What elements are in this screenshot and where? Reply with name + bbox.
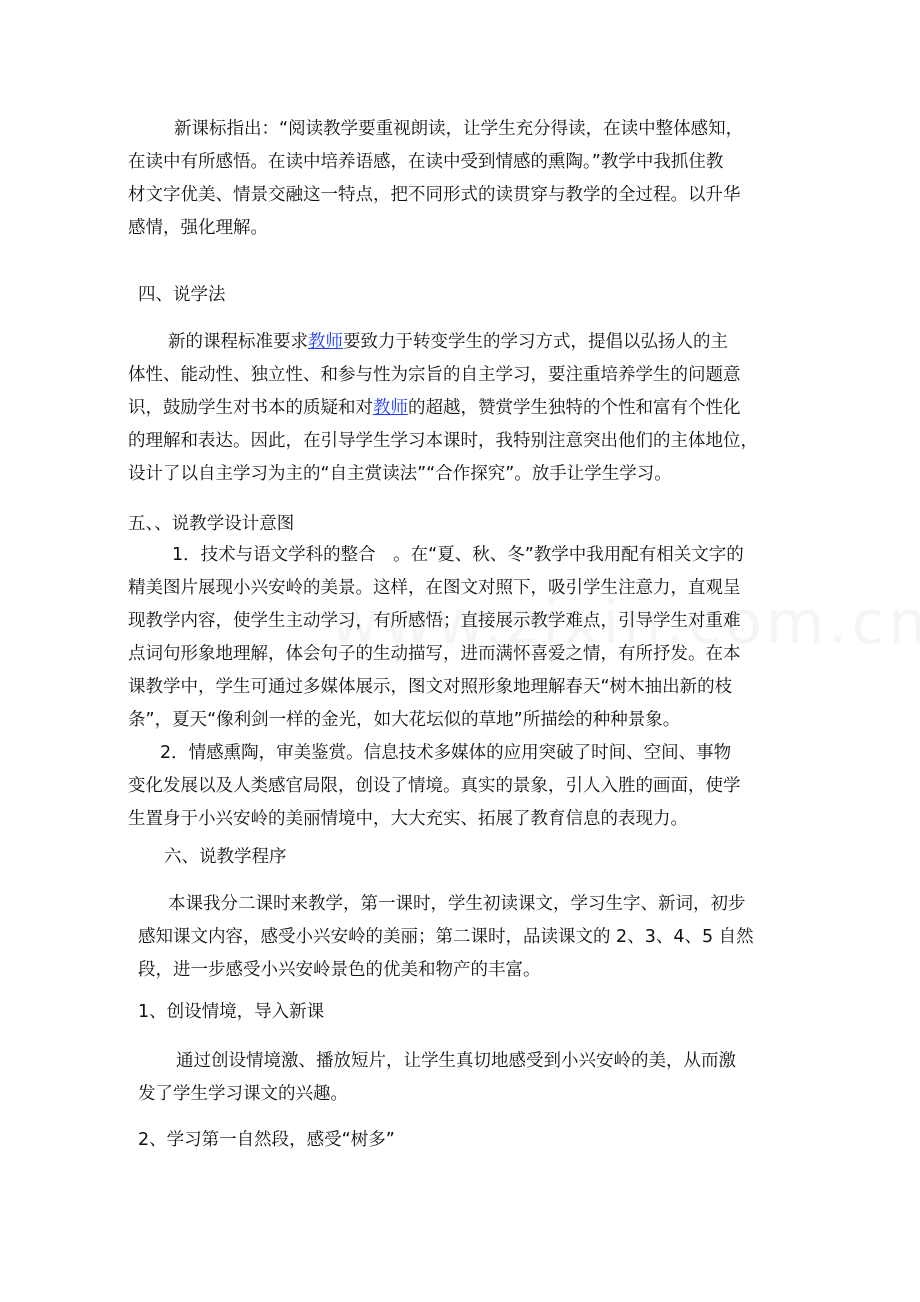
paragraph-lesson-plan <box>138 888 754 987</box>
paragraph-tech-integration <box>128 539 744 737</box>
paragraph-emotional-influence <box>128 737 741 836</box>
text-line: 本课我分二课时来教学，第一课时，学生初读课文，学习生字、新词，初步 <box>168 894 746 914</box>
text-fragment: 要致力于转变学生的学习方式，提倡以弘扬人的主 <box>343 332 728 352</box>
text-line: 新课标指出：“阅读教学要重视朗读，让学生充分得读，在读中整体感知， <box>174 119 744 139</box>
section-heading-design-intent <box>128 508 294 541</box>
heading-text: 1、创设情境，导入新课 <box>138 1002 325 1022</box>
text-line: 的理解和表达。因此，在引导学生学习本课时，我特别注意突出他们的主体地位， <box>128 431 758 451</box>
heading-text: 四、说学法 <box>138 285 226 305</box>
heading-text: 六、说教学程序 <box>164 847 287 867</box>
text-line: 感情，强化理解。 <box>128 218 268 238</box>
text-line <box>128 392 758 425</box>
subheading-create-scenario <box>138 996 324 1029</box>
text-line: 2．情感熏陶，审美鉴赏。信息技术多媒体的应用突破了时间、空间、事物 <box>160 743 732 763</box>
text-line: 现教学内容，使学生主动学习，有所感悟；直接展示教学难点，引导学生对重难 <box>128 611 741 631</box>
paragraph-scenario-detail <box>138 1045 736 1111</box>
teacher-link[interactable]: 教师 <box>373 398 408 418</box>
text-line: 通过创设情境激、播放短片，让学生真切地感受到小兴安岭的美，从而激 <box>176 1051 736 1071</box>
text-line: 体性、能动性、独立性、和参与性为宗旨的自主学习，要注重培养学生的问题意 <box>128 365 741 385</box>
text-line: 设计了以自主学习为主的“自主赏读法”“合作探究”。放手让学生学习。 <box>128 464 672 484</box>
text-line: 发了学生学习课文的兴趣。 <box>138 1084 348 1104</box>
text-line: 在读中有所感悟。在读中培养语感，在读中受到情感的熏陶。”教学中我抓住教 <box>128 152 724 172</box>
paragraph-reading-standard <box>128 113 743 245</box>
text-line: 课教学中，学生可通过多媒体展示，图文对照形象地理解春天“树木抽出新的枝 <box>128 677 733 697</box>
section-heading-learning-method <box>138 279 226 312</box>
text-line: 1．技术与语文学科的整合 。在“夏、秋、冬”教学中我用配有相关文字的 <box>172 545 744 565</box>
text-line: 点词句形象地理解，体会句子的生动描写，进而满怀喜爱之情，有所抒发。在本 <box>128 644 741 664</box>
text-line: 精美图片展现小兴安岭的美景。这样，在图文对照下，吸引学生注意力，直观呈 <box>128 578 741 598</box>
heading-text: 五、、说教学设计意图 <box>128 514 295 534</box>
subheading-first-paragraph <box>138 1124 395 1157</box>
text-line: 材文字优美、情景交融这一特点，把不同形式的读贯穿与教学的全过程。以升华 <box>128 185 741 205</box>
text-line: 生置身于小兴安岭的美丽情境中，大大充实、拓展了教育信息的表现力。 <box>128 809 688 829</box>
text-fragment: 新的课程标准要求 <box>168 332 308 352</box>
teacher-link[interactable]: 教师 <box>308 332 343 352</box>
text-fragment: 的超越，赞赏学生独特的个性和富有个性化 <box>408 398 741 418</box>
text-line: 段，进一步感受小兴安岭景色的优美和物产的丰富。 <box>138 960 541 980</box>
section-heading-teaching-procedure <box>164 841 287 874</box>
text-line: 条”，夏天“像利剑一样的金光，如大花坛似的草地”所描绘的种种景象。 <box>128 710 681 730</box>
text-line: 变化发展以及人类感官局限，创设了情境。真实的景象，引人入胜的画面，使学 <box>128 776 741 796</box>
text-line <box>128 326 758 359</box>
text-fragment: 识，鼓励学生对书本的质疑和对 <box>128 398 373 418</box>
paragraph-learning-method <box>128 326 758 491</box>
text-line: 感知课文内容，感受小兴安岭的美丽；第二课时，品读课文的 2、3、4、5 自然 <box>138 927 754 947</box>
heading-text: 2、学习第一自然段，感受“树多” <box>138 1130 395 1150</box>
